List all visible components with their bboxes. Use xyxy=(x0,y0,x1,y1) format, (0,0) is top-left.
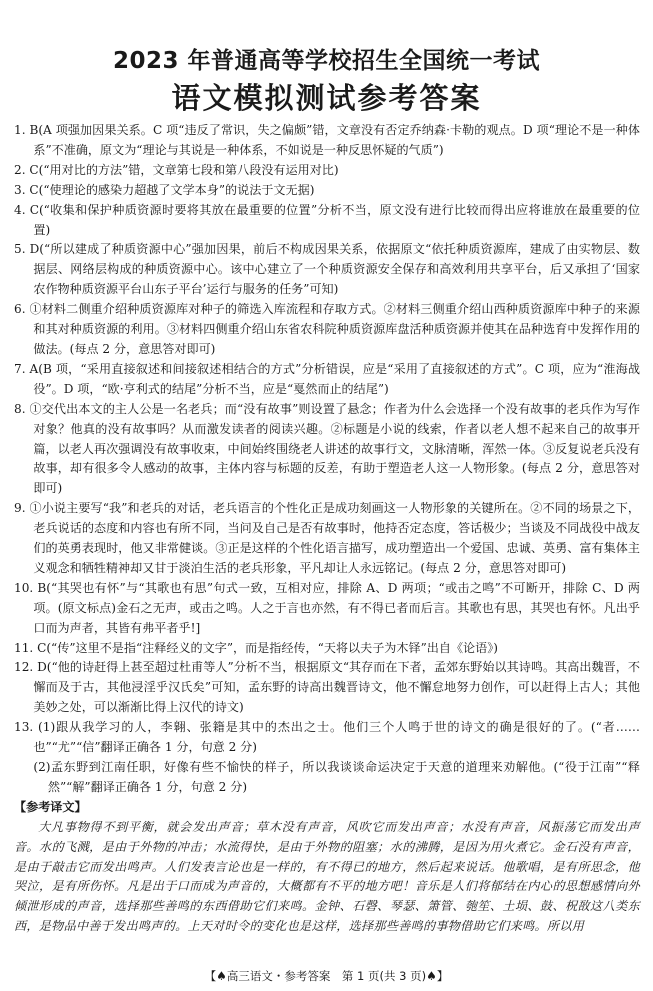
answer-item: 6. ①材料二侧重介绍种质资源库对种子的筛选入库流程和存取方式。②材料三侧重介绍山西种质资源库中种子的来源和其对种质资源的利用。③材料四侧重介绍山东省农科院种质资源库盘活种质资源并使其在品种选育中发挥作用的做法。(每点 2 分，意思答对即可) xyxy=(14,302,640,356)
footer-page-info: 高三语文・参考答案 第 1 页(共 3 页) xyxy=(226,969,427,983)
footer-bracket-right: 】 xyxy=(436,969,449,983)
answer-item: 1. B(A 项强加因果关系。C 项“违反了常识，失之偏颇”错，文章没有否定乔纳森·卡勒的观点。D 项“理论不是一种体系”不准确，原文为“理论与其说是一种体系，不如说是一种反思怀疑的气质”) xyxy=(14,123,640,157)
answer-item: 4. C(“收集和保护种质资源时要将其放在最重要的位置”分析不当，原文没有进行比较而得出应将谁放在最重要的位置) xyxy=(14,202,640,237)
answer-item: 9. ①小说主要写“我”和老兵的对话，老兵语言的个性化正是成功刻画这一人物形象的关键所在。②不同的场景之下，老兵说话的态度和内容也有所不同，当问及自己是否有故事时，他持否定态度，答话极少；当谈及不同战役中战友们的英勇表现时，他又非常健谈。③正是这样的个性化语言描写，成功塑造出一个爱国、忠诚、英勇、富有集体主义观念和牺牲精神却又甘于淡泊生活的老兵形象，平凡却让人永远铭记。(每点 2 分，意思答对即可) xyxy=(14,501,640,575)
reference-translation-text: 大凡事物得不到平衡，就会发出声音；草木没有声音，风吹它而发出声音；水没有声音，风振荡它而发出声音。水的飞溅，是由于外物的冲击；水流得快，是由于外物的阻塞；水的沸腾，是因为用火煮它。金石没有声音，是由于敲击它而发出鸣声。人们发表言论也是一样的，有不得已的地方，然后起来说话。他歌唱，是有所思念，他哭泣，是有所伤怀。凡是出于口而成为声音的，大概都有不平的地方吧！音乐是人们将郁结在内心的思想感情向外倾泄形成的声音，选择那些善鸣的东西借助它们来鸣。金钟、石磬、琴瑟、箫管、匏笙、土埙、鼓、柷敔这八类东西，是物品中善于发出鸣声的。上天对时令的变化也是这样，选择那些善鸣的事物借助它们来鸣。所以用 xyxy=(14,819,640,934)
answer-item: 12. D(“他的诗赶得上甚至超过杜甫等人”分析不当，根据原文“其存而在下者，孟郊东野始以其诗鸣。其高出魏晋，不懈而及于古，其他浸淫乎汉氏矣”可知，孟东野的诗高出魏晋诗文，他不懈怠地努力创作，可以赶得上古人；其他美妙之处，可以渐渐比得上汉代的诗文) xyxy=(14,660,640,715)
page-footer xyxy=(0,968,653,984)
answer-item: 8. ①交代出本文的主人公是一名老兵；而“没有故事”则设置了悬念；作者为什么会选择一个没有故事的老兵作为写作对象？他真的没有故事吗？从而激发读者的阅读兴趣。②标题是小说的线索，作者以老人想不起来自己的故事开篇，以老人再次强调没有故事收束，中间始终围绕老人讲述的故事行文，文脉清晰，浑然一体。③反复说老兵没有故事，却有很多令人感动的故事，主体内容与标题的反差，有助于塑造老人这一人物形象。(每点 2 分，意思答对即可) xyxy=(14,401,640,496)
spade-icon: ♠ xyxy=(426,969,437,983)
answer-item: 3. C(“使理论的感染力超越了文学本身”的说法于文无据) xyxy=(14,182,315,197)
answer-item: 2. C(“用对比的方法”错，文章第七段和第八段没有运用对比) xyxy=(14,162,339,177)
answer-item: 7. A(B 项，“采用直接叙述和间接叙述相结合的方式”分析错误，应是“采用了直接叙述的方式”。C 项，应为“淮海战役”。D 项，“欧·亨利式的结尾”分析不当，应是“戛然而止的结尾”) xyxy=(14,361,640,396)
answer-item: 13. (1)跟从我学习的人，李翱、张籍是其中的杰出之士。他们三个人鸣于世的诗文的确是很好的了。(“者……也”“尤”“信”翻译正确各 1 分，句意 2 分) xyxy=(14,720,640,755)
exam-title: 2023 年普通高等学校招生全国统一考试 xyxy=(112,48,541,74)
reference-translation-heading: 【参考译文】 xyxy=(14,799,87,814)
answer-subitem: (2)孟东野到江南任职，好像有些不愉快的样子，所以我谈谈命运决定于天意的道理来劝解他。(“役于江南”“释然”“解”翻译正确各 1 分，句意 2 分) xyxy=(33,760,640,794)
document-title: 语文模拟测试参考答案 xyxy=(171,81,482,115)
answer-item: 11. C(“传”这里不是指“注释经义的文字”，而是指经传，“天将以夫子为木铎”出自《论语》) xyxy=(14,640,499,655)
answer-item: 5. D(“所以建成了种质资源中心”强加因果，前后不构成因果关系，依据原文“依托种质资源库，建成了由实物层、数据层、网络层构成的种质资源中心。该中心建立了一个种质资源安全保存和高效利用共享平台，后又承担了‘国家农作物种质资源平台山东子平台’运行与服务的任务”可知) xyxy=(14,242,640,297)
answer-item: 10. B(“其哭也有怀”与“其歌也有思”句式一致，互相对应，排除 A、D 两项；“或击之鸣”不可断开，排除 C、D 两项。(原文标点)金石之无声，或击之鸣。人之于言也亦然，有不得已者而后言。其歌也有思，其哭也有怀。凡出乎口而为声者，其皆有弗平者乎!] xyxy=(14,580,640,635)
footer-bracket-left: 【 xyxy=(204,969,217,983)
spade-icon: ♠ xyxy=(216,969,227,983)
answers-body xyxy=(14,121,640,937)
